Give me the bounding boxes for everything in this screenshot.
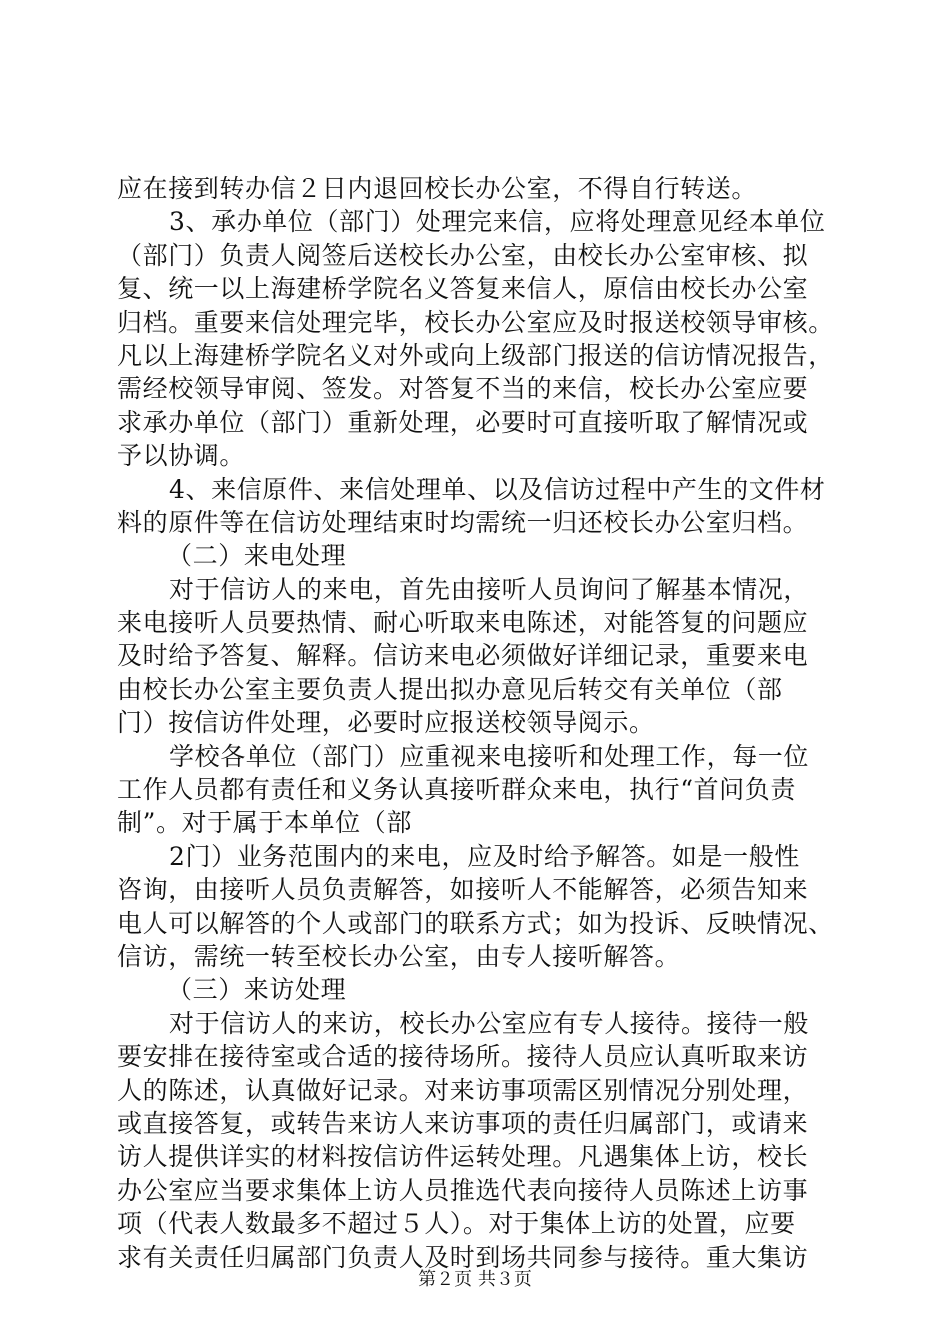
text-line: 对于信访人的来电，首先由接听人员询问了解基本情况， — [169, 574, 810, 604]
text-line: 归档。重要来信处理完毕，校长办公室应及时报送校领导审核。 — [117, 307, 834, 337]
text-line: 咨询，由接听人员负责解答，如接听人不能解答，必须告知来 — [117, 875, 809, 905]
text-line: 来电接听人员要热情、耐心听取来电陈述，对能答复的问题应 — [117, 608, 809, 638]
page-footer — [0, 1268, 950, 1292]
text-line: 求承办单位（部门）重新处理，必要时可直接听取了解情况或 — [117, 407, 809, 437]
section-heading: （二）来电处理 — [167, 541, 347, 571]
text-line: 凡以上海建桥学院名义对外或向上级部门报送的信访情况报告， — [117, 340, 834, 370]
text-line: 对于信访人的来访，校长办公室应有专人接待。接待一般 — [169, 1008, 810, 1038]
document-body — [117, 172, 852, 1274]
text-line: 及时给予答复、解释。信访来电必须做好详细记录，重要来电 — [117, 641, 809, 671]
text-line: 4、来信原件、来信处理单、以及信访过程中产生的文件材 — [169, 474, 826, 504]
text-line: 予以协调。 — [117, 441, 246, 471]
text-line: 门）按信访件处理，必要时应报送校领导阅示。 — [117, 708, 655, 738]
text-line: 办公室应当要求集体上访人员推选代表向接待人员陈述上访事 — [117, 1175, 809, 1205]
text-line: 需经校领导审阅、签发。对答复不当的来信，校长办公室应要 — [117, 374, 809, 404]
section-heading: （三）来访处理 — [167, 975, 347, 1005]
text-line: 由校长办公室主要负责人提出拟办意见后转交有关单位（部 — [117, 674, 783, 704]
text-line: （部门）负责人阅签后送校长办公室，由校长办公室审核、拟 — [117, 240, 809, 270]
text-line: 应在接到转办信２日内退回校长办公室，不得自行转送。 — [117, 174, 758, 203]
text-line: 学校各单位（部门）应重视来电接听和处理工作，每一位 — [169, 741, 810, 771]
text-line: 工作人员都有责任和义务认真接听群众来电，执行“首问负责 — [117, 775, 796, 805]
text-line: 求有关责任归属部门负责人及时到场共同参与接待。重大集访 — [117, 1242, 809, 1272]
text-line: 复、统一以上海建桥学院名义答复来信人，原信由校长办公室 — [117, 274, 809, 304]
text-line: 3、承办单位（部门）处理完来信，应将处理意见经本单位 — [169, 207, 826, 237]
text-line: 料的原件等在信访处理结束时均需统一归还校长办公室归档。 — [117, 507, 809, 537]
text-line: 或直接答复，或转告来访人来访事项的责任归属部门，或请来 — [117, 1108, 809, 1138]
text-line: 制”。对于属于本单位（部 — [117, 808, 412, 838]
text-line: 电人可以解答的个人或部门的联系方式；如为投诉、反映情况、 — [117, 908, 834, 938]
text-line: 人的陈述，认真做好记录。对来访事项需区别情况分别处理， — [117, 1075, 809, 1105]
text-line: 要安排在接待室或合适的接待场所。接待人员应认真听取来访 — [117, 1042, 809, 1072]
text-line: 项（代表人数最多不超过５人）。对于集体上访的处置，应要 — [117, 1209, 796, 1239]
text-line: 访人提供详实的材料按信访件运转处理。凡遇集体上访，校长 — [117, 1142, 809, 1172]
page-number-label: 第２页 共３页 — [418, 1269, 532, 1290]
text-line: 2门）业务范围内的来电，应及时给予解答。如是一般性 — [169, 841, 800, 871]
text-line: 信访，需统一转至校长办公室，由专人接听解答。 — [117, 941, 681, 971]
